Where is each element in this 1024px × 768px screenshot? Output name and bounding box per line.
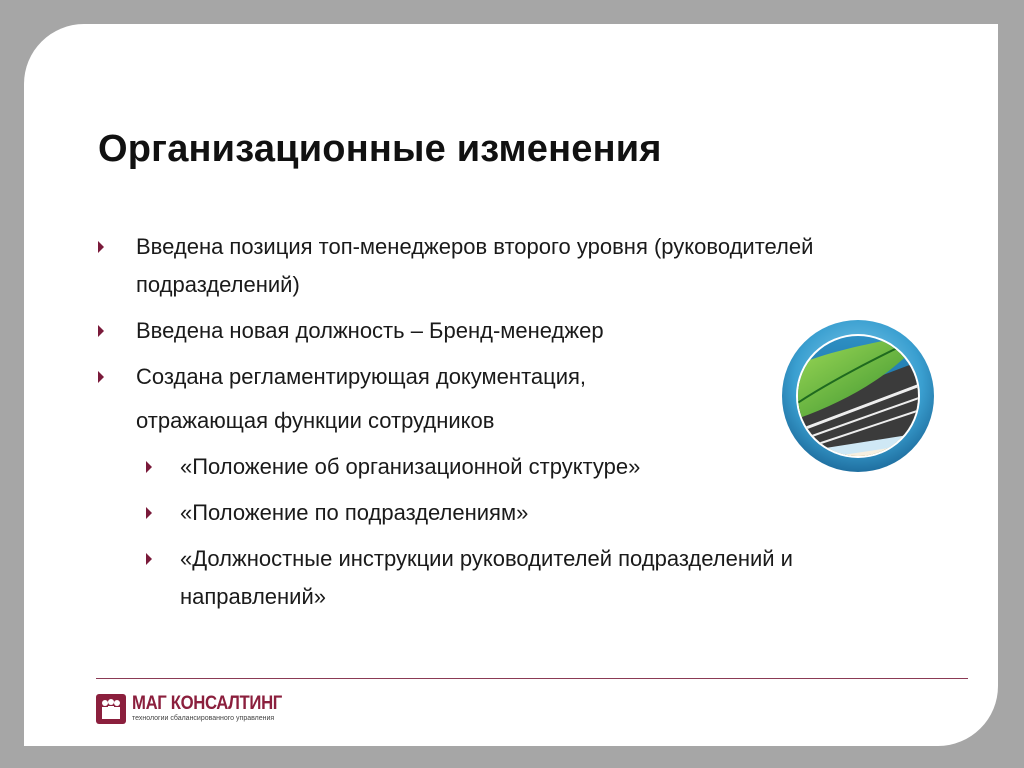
footer-divider — [96, 678, 968, 679]
sub-bullet-item — [96, 494, 956, 532]
bullet-text: «Должностные инструкции руководителей подразделений и — [180, 546, 793, 571]
arrow-right-icon — [98, 371, 104, 383]
company-logo — [96, 689, 302, 729]
bullet-text: «Положение об организационной структуре» — [180, 454, 641, 479]
people-logo-icon — [96, 694, 126, 724]
bullet-item — [96, 228, 956, 304]
bullet-text-continuation: отражающая функции сотрудников — [136, 408, 495, 433]
arrow-right-icon — [146, 461, 152, 473]
arrow-right-icon — [146, 553, 152, 565]
bullet-text-continuation: подразделений) — [136, 272, 300, 297]
logo-name: МАГ КОНСАЛТИНГ — [132, 693, 282, 714]
slide — [24, 24, 998, 746]
bullet-text: «Положение по подразделениям» — [180, 500, 529, 525]
arrow-right-icon — [146, 507, 152, 519]
logo-tagline: технологии сбалансированного управления — [132, 715, 275, 722]
slide-title: Организационные изменения — [98, 128, 662, 170]
arrow-right-icon — [98, 325, 104, 337]
arrow-right-icon — [98, 241, 104, 253]
documents-emblem-icon — [778, 312, 944, 478]
bullet-text-continuation: направлений» — [180, 584, 326, 609]
sub-bullet-item — [96, 540, 956, 616]
bullet-text: Введена позиция топ-менеджеров второго уровня (руководителей — [136, 234, 814, 259]
bullet-text: Введена новая должность – Бренд-менеджер — [136, 318, 604, 343]
bullet-text: Создана регламентирующая документация, — [136, 364, 587, 389]
